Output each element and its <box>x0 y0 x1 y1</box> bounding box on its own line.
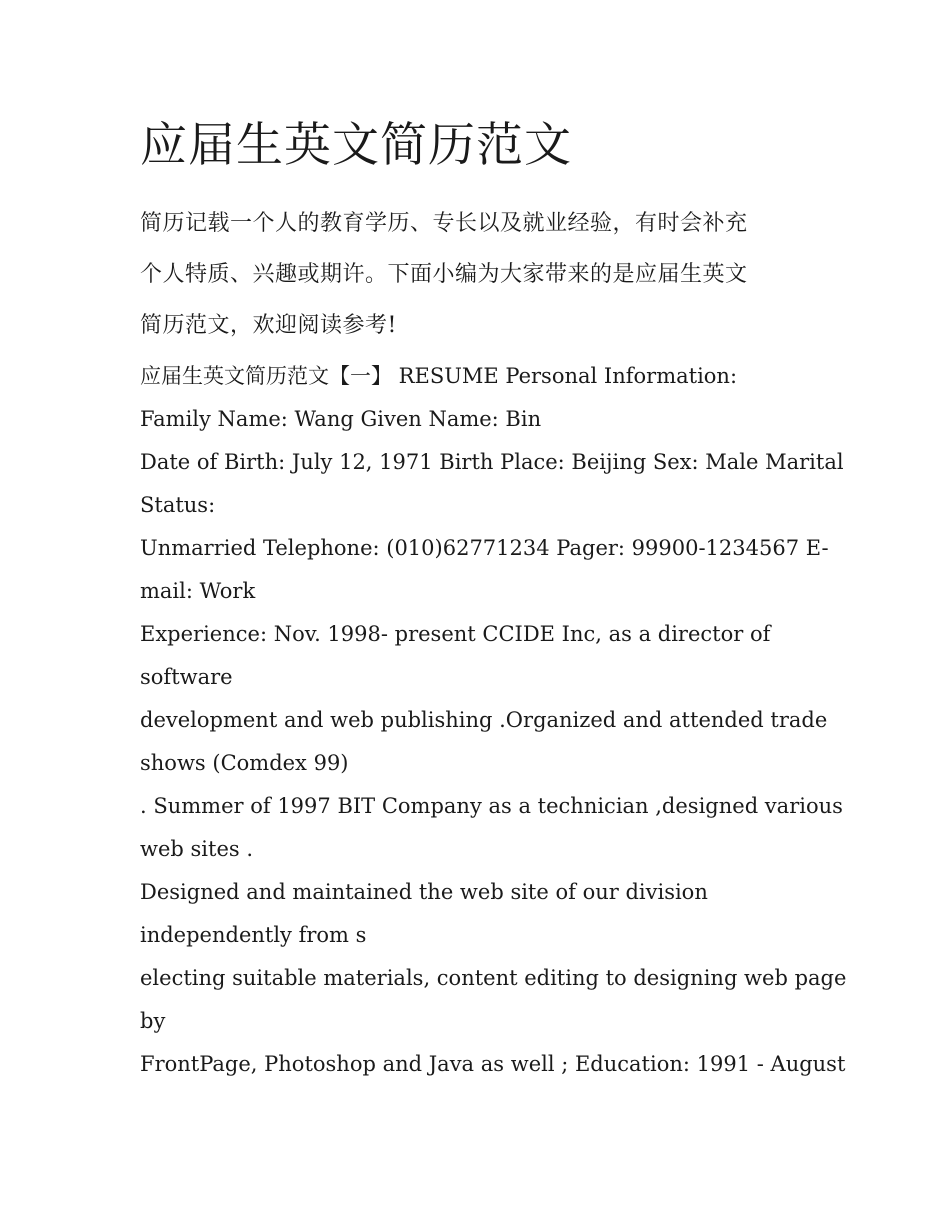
body-line: shows (Comdex 99) <box>140 751 349 775</box>
body-line: mail: Work <box>140 579 256 603</box>
body-line: . Summer of 1997 BIT Company as a technician ,designed various <box>140 794 843 818</box>
body-line: development and web publishing .Organized and attended trade <box>140 708 828 732</box>
intro-line: 简历范文，欢迎阅读参考! <box>140 313 397 338</box>
resume-body <box>140 355 847 1086</box>
body-line: Date of Birth: July 12, 1971 Birth Place: Beijing Sex: Male Marital <box>140 450 844 474</box>
body-line: software <box>140 665 233 689</box>
document-title: 应届生英文简历范文 <box>140 118 572 173</box>
body-line: electing suitable materials, content editing to designing web page <box>140 966 847 990</box>
body-line: Unmarried Telephone: (010)62771234 Pager: 99900-1234567 E- <box>140 536 829 560</box>
resume-heading-line: 应届生英文简历范文【一】 RESUME Personal Information: <box>140 364 738 388</box>
body-line: Experience: Nov. 1998- present CCIDE Inc, as a director of <box>140 622 771 646</box>
document-page <box>140 112 847 1086</box>
intro-line: 简历记载一个人的教育学历、专长以及就业经验，有时会补充 <box>140 211 748 236</box>
intro-paragraph <box>140 198 812 351</box>
intro-line: 个人特质、兴趣或期许。下面小编为大家带来的是应届生英文 <box>140 262 748 287</box>
body-line: by <box>140 1009 166 1033</box>
body-line: FrontPage, Photoshop and Java as well ; Education: 1991 - August <box>140 1052 846 1076</box>
body-line: Family Name: Wang Given Name: Bin <box>140 407 542 431</box>
body-line: Status: <box>140 493 216 517</box>
body-line: web sites . <box>140 837 254 861</box>
body-line: independently from s <box>140 923 367 947</box>
body-line: Designed and maintained the web site of our division <box>140 880 708 904</box>
